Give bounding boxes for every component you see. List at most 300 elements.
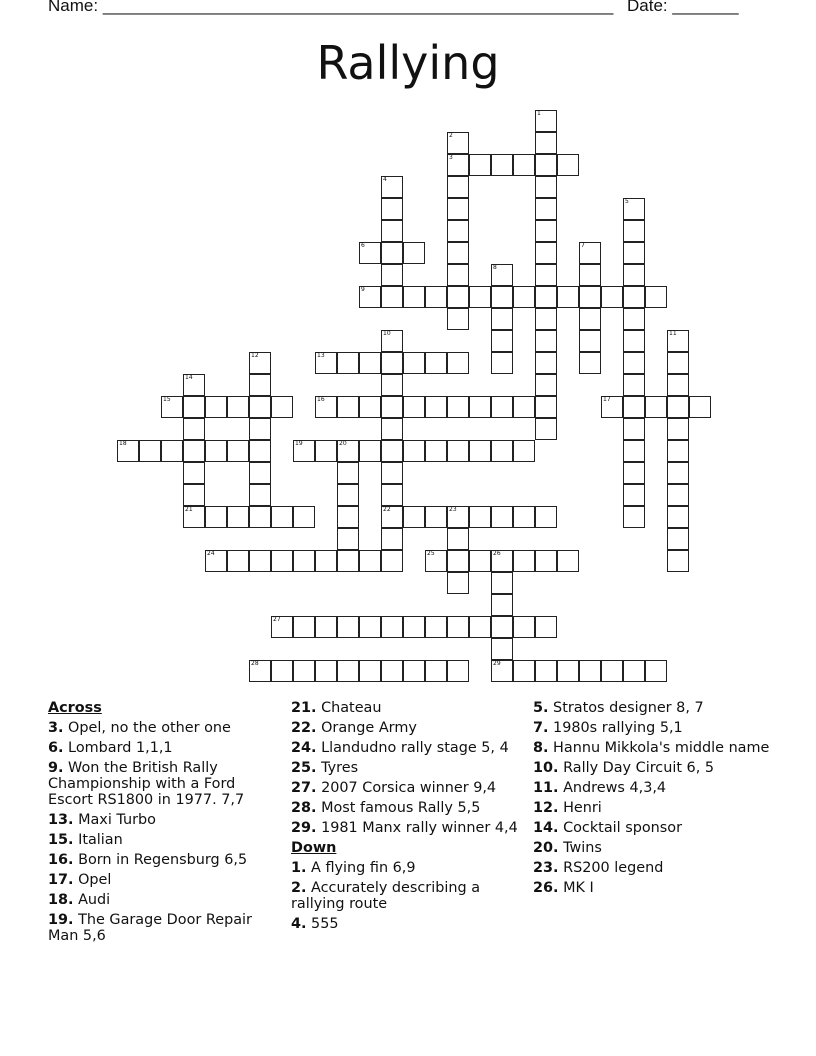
grid-cell[interactable] [315,660,337,682]
down-clue-list [291,860,523,932]
across-clue [291,820,523,836]
grid-cell[interactable] [535,220,557,242]
across-clue [48,740,276,756]
clue-text: Most famous Rally 5,5 [316,800,481,816]
grid-cell[interactable] [381,242,403,264]
grid-cell[interactable] [403,440,425,462]
clue-number: 1. [291,860,307,876]
grid-cell[interactable] [535,242,557,264]
cell-number: 26 [493,550,501,557]
clue-text: Chateau [316,700,382,716]
grid-cell[interactable] [579,352,601,374]
grid-cell[interactable] [491,308,513,330]
cell-number: 23 [449,506,457,513]
grid-cell[interactable] [535,396,557,418]
grid-cell[interactable] [425,440,447,462]
grid-cell[interactable] [293,506,315,528]
grid-cell[interactable] [161,440,183,462]
grid-cell[interactable] [205,506,227,528]
cell-number: 13 [317,352,325,359]
grid-cell[interactable] [315,616,337,638]
grid-cell[interactable] [469,506,491,528]
grid-cell[interactable] [513,154,535,176]
clue-text: MK I [558,880,594,896]
grid-cell[interactable] [535,506,557,528]
cell-number: 5 [625,198,629,205]
grid-cell[interactable] [271,616,293,638]
down-clue [533,880,773,896]
grid-cell[interactable] [249,506,271,528]
across-heading: Across [48,700,102,716]
clue-text: Tyres [316,760,359,776]
cell-number: 15 [163,396,171,403]
grid-cell[interactable] [249,484,271,506]
grid-cell[interactable] [271,660,293,682]
clue-text: Hannu Mikkola's middle name [548,740,770,756]
clue-number: 8. [533,740,549,756]
grid-cell[interactable] [315,550,337,572]
grid-cell[interactable] [271,506,293,528]
grid-cell[interactable] [579,286,601,308]
grid-cell[interactable] [601,396,623,418]
grid-cell[interactable] [491,396,513,418]
grid-cell[interactable] [337,352,359,374]
grid-cell[interactable] [513,286,535,308]
grid-cell[interactable] [447,308,469,330]
across-clue-list-continued [291,700,523,836]
grid-cell[interactable] [359,242,381,264]
grid-cell[interactable] [381,286,403,308]
grid-cell[interactable] [359,286,381,308]
grid-cell[interactable] [271,550,293,572]
grid-cell[interactable] [205,440,227,462]
grid-cell[interactable] [381,550,403,572]
grid-cell[interactable] [161,396,183,418]
grid-cell[interactable] [425,550,447,572]
grid-cell[interactable] [425,506,447,528]
grid-cell[interactable] [491,506,513,528]
cell-number: 1 [537,110,541,117]
grid-cell[interactable] [535,110,557,132]
grid-cell[interactable] [183,374,205,396]
grid-cell[interactable] [227,550,249,572]
grid-cell[interactable] [447,286,469,308]
across-clue-list [48,720,276,944]
grid-cell[interactable] [667,330,689,352]
clue-text: Won the British Rally Championship with a Ford Escort RS1800 in 1977. 7,7 [48,760,245,808]
grid-cell[interactable] [381,484,403,506]
grid-cell[interactable] [535,374,557,396]
grid-cell[interactable] [381,352,403,374]
grid-cell[interactable] [425,286,447,308]
clue-number: 14. [533,820,559,836]
grid-cell[interactable] [381,264,403,286]
grid-cell[interactable] [337,484,359,506]
grid-cell[interactable] [403,396,425,418]
grid-cell[interactable] [513,506,535,528]
grid-cell[interactable] [381,506,403,528]
grid-cell[interactable] [535,418,557,440]
grid-cell[interactable] [249,550,271,572]
down-clue [533,700,773,716]
clue-number: 13. [48,812,74,828]
grid-cell[interactable] [623,198,645,220]
grid-cell[interactable] [535,352,557,374]
clue-text: Andrews 4,3,4 [558,780,667,796]
grid-cell[interactable] [623,264,645,286]
grid-cell[interactable] [535,176,557,198]
grid-cell[interactable] [337,506,359,528]
clue-number: 2. [291,880,307,896]
grid-cell[interactable] [359,550,381,572]
grid-cell[interactable] [491,330,513,352]
down-clue [533,820,773,836]
grid-cell[interactable] [623,440,645,462]
grid-cell[interactable] [381,616,403,638]
grid-cell[interactable] [403,242,425,264]
clue-text: Cocktail sponsor [558,820,682,836]
date-label: Date: [627,0,668,15]
grid-cell[interactable] [381,462,403,484]
grid-cell[interactable] [447,264,469,286]
grid-cell[interactable] [381,528,403,550]
grid-cell[interactable] [359,352,381,374]
grid-cell[interactable] [601,660,623,682]
grid-cell[interactable] [381,374,403,396]
grid-cell[interactable] [491,660,513,682]
grid-cell[interactable] [623,396,645,418]
grid-cell[interactable] [491,616,513,638]
grid-cell[interactable] [447,220,469,242]
across-clue [48,720,276,736]
cell-number: 18 [119,440,127,447]
grid-cell[interactable] [623,220,645,242]
grid-cell[interactable] [403,286,425,308]
grid-cell[interactable] [469,440,491,462]
page-title: Rallying [316,36,500,90]
clue-number: 28. [291,800,317,816]
grid-cell[interactable] [535,264,557,286]
grid-cell[interactable] [447,198,469,220]
grid-cell[interactable] [623,660,645,682]
grid-cell[interactable] [381,220,403,242]
grid-cell[interactable] [381,330,403,352]
cell-number: 25 [427,550,435,557]
grid-cell[interactable] [293,616,315,638]
grid-cell[interactable] [623,352,645,374]
grid-cell[interactable] [447,528,469,550]
down-clue-list-continued [533,700,773,896]
grid-cell[interactable] [447,440,469,462]
grid-cell[interactable] [491,264,513,286]
grid-cell[interactable] [117,440,139,462]
grid-cell[interactable] [447,506,469,528]
grid-cell[interactable] [579,660,601,682]
grid-cell[interactable] [227,506,249,528]
grid-cell[interactable] [535,660,557,682]
clue-number: 22. [291,720,317,736]
cell-number: 24 [207,550,215,557]
grid-cell[interactable] [425,616,447,638]
grid-cell[interactable] [249,462,271,484]
clue-number: 20. [533,840,559,856]
down-clue [533,800,773,816]
clue-number: 6. [48,740,64,756]
grid-cell[interactable] [183,440,205,462]
grid-cell[interactable] [183,396,205,418]
grid-cell[interactable] [249,418,271,440]
clue-number: 9. [48,760,64,776]
grid-cell[interactable] [579,264,601,286]
clue-number: 4. [291,916,307,932]
grid-cell[interactable] [249,660,271,682]
grid-cell[interactable] [381,440,403,462]
clue-text: Accurately describing a rallying route [291,880,481,912]
grid-cell[interactable] [337,528,359,550]
grid-cell[interactable] [469,550,491,572]
grid-cell[interactable] [667,528,689,550]
grid-cell[interactable] [535,616,557,638]
grid-cell[interactable] [623,330,645,352]
grid-cell[interactable] [535,154,557,176]
grid-cell[interactable] [447,154,469,176]
grid-cell[interactable] [337,660,359,682]
clues-column-1 [48,700,276,948]
clue-number: 21. [291,700,317,716]
grid-cell[interactable] [645,396,667,418]
grid-cell[interactable] [381,660,403,682]
grid-cell[interactable] [491,154,513,176]
grid-cell[interactable] [403,616,425,638]
cell-number: 20 [339,440,347,447]
grid-cell[interactable] [667,506,689,528]
grid-cell[interactable] [513,396,535,418]
grid-cell[interactable] [381,198,403,220]
cell-number: 10 [383,330,391,337]
grid-cell[interactable] [469,616,491,638]
across-clue [291,700,523,716]
grid-cell[interactable] [667,352,689,374]
grid-cell[interactable] [249,374,271,396]
grid-cell[interactable] [139,440,161,462]
grid-cell[interactable] [491,352,513,374]
grid-cell[interactable] [337,440,359,462]
grid-cell[interactable] [359,440,381,462]
clue-number: 24. [291,740,317,756]
grid-cell[interactable] [667,550,689,572]
grid-cell[interactable] [381,396,403,418]
grid-cell[interactable] [491,572,513,594]
grid-cell[interactable] [667,396,689,418]
clue-text: 1981 Manx rally winner 4,4 [316,820,518,836]
grid-cell[interactable] [667,462,689,484]
clue-text: A flying fin 6,9 [306,860,416,876]
grid-cell[interactable] [359,660,381,682]
grid-cell[interactable] [623,374,645,396]
grid-cell[interactable] [491,594,513,616]
cell-number: 21 [185,506,193,513]
clue-number: 16. [48,852,74,868]
down-clue [533,840,773,856]
grid-cell[interactable] [623,418,645,440]
grid-cell[interactable] [403,660,425,682]
clue-text: Maxi Turbo [73,812,156,828]
clue-text: The Garage Door Repair Man 5,6 [48,912,252,944]
grid-cell[interactable] [557,286,579,308]
grid-cell[interactable] [447,242,469,264]
grid-cell[interactable] [623,484,645,506]
grid-cell[interactable] [337,616,359,638]
grid-cell[interactable] [337,550,359,572]
grid-cell[interactable] [623,242,645,264]
grid-cell[interactable] [425,660,447,682]
down-clue [291,880,523,912]
grid-cell[interactable] [645,660,667,682]
grid-cell[interactable] [513,660,535,682]
grid-cell[interactable] [513,550,535,572]
grid-cell[interactable] [491,440,513,462]
clue-text: Opel, no the other one [63,720,231,736]
clue-text: 1980s rallying 5,1 [548,720,683,736]
grid-cell[interactable] [293,550,315,572]
grid-cell[interactable] [425,352,447,374]
clue-text: Twins [558,840,602,856]
grid-cell[interactable] [557,550,579,572]
grid-cell[interactable] [447,616,469,638]
grid-cell[interactable] [447,352,469,374]
grid-cell[interactable] [337,462,359,484]
grid-cell[interactable] [315,440,337,462]
grid-cell[interactable] [183,462,205,484]
grid-cell[interactable] [403,506,425,528]
grid-cell[interactable] [447,660,469,682]
grid-cell[interactable] [425,396,447,418]
grid-cell[interactable] [293,440,315,462]
clue-number: 23. [533,860,559,876]
grid-cell[interactable] [579,330,601,352]
grid-cell[interactable] [447,176,469,198]
grid-cell[interactable] [249,440,271,462]
grid-cell[interactable] [535,550,557,572]
across-clue [48,760,276,808]
grid-cell[interactable] [249,352,271,374]
grid-cell[interactable] [535,308,557,330]
grid-cell[interactable] [337,396,359,418]
grid-cell[interactable] [205,550,227,572]
grid-cell[interactable] [491,638,513,660]
grid-cell[interactable] [359,616,381,638]
grid-cell[interactable] [249,396,271,418]
grid-cell[interactable] [491,286,513,308]
clue-text: 2007 Corsica winner 9,4 [316,780,497,796]
cell-number: 11 [669,330,677,337]
grid-cell[interactable] [469,396,491,418]
grid-cell[interactable] [667,418,689,440]
clue-number: 25. [291,760,317,776]
across-clue [48,872,276,888]
grid-cell[interactable] [447,132,469,154]
grid-cell[interactable] [667,440,689,462]
clue-number: 27. [291,780,317,796]
grid-cell[interactable] [183,506,205,528]
grid-cell[interactable] [535,330,557,352]
grid-cell[interactable] [491,550,513,572]
grid-cell[interactable] [447,572,469,594]
cell-number: 9 [361,286,365,293]
grid-cell[interactable] [359,396,381,418]
grid-cell[interactable] [667,484,689,506]
grid-cell[interactable] [535,132,557,154]
grid-cell[interactable] [513,440,535,462]
clue-text: Rally Day Circuit 6, 5 [558,760,715,776]
grid-cell[interactable] [601,286,623,308]
grid-cell[interactable] [623,308,645,330]
grid-cell[interactable] [183,418,205,440]
down-clue [533,780,773,796]
grid-cell[interactable] [447,396,469,418]
grid-cell[interactable] [403,352,425,374]
down-clue [533,740,773,756]
grid-cell[interactable] [535,198,557,220]
grid-cell[interactable] [469,286,491,308]
grid-cell[interactable] [381,176,403,198]
clue-text: Audi [73,892,111,908]
grid-cell[interactable] [293,660,315,682]
grid-cell[interactable] [513,616,535,638]
grid-cell[interactable] [623,506,645,528]
clue-text: Orange Army [316,720,417,736]
grid-cell[interactable] [623,462,645,484]
grid-cell[interactable] [579,242,601,264]
grid-cell[interactable] [271,396,293,418]
across-clue [291,780,523,796]
grid-cell[interactable] [535,286,557,308]
grid-cell[interactable] [557,154,579,176]
grid-cell[interactable] [689,396,711,418]
cell-number: 8 [493,264,497,271]
grid-cell[interactable] [623,286,645,308]
grid-cell[interactable] [227,440,249,462]
cell-number: 12 [251,352,259,359]
grid-cell[interactable] [645,286,667,308]
grid-cell[interactable] [469,154,491,176]
across-clue [291,760,523,776]
cell-number: 22 [383,506,391,513]
grid-cell[interactable] [579,308,601,330]
grid-cell[interactable] [381,418,403,440]
grid-cell[interactable] [183,484,205,506]
grid-cell[interactable] [315,352,337,374]
grid-cell[interactable] [447,550,469,572]
across-clue [48,852,276,868]
across-clue [48,892,276,908]
clue-text: Born in Regensburg 6,5 [73,852,248,868]
down-clue [291,916,523,932]
cell-number: 7 [581,242,585,249]
grid-cell[interactable] [315,396,337,418]
grid-cell[interactable] [205,396,227,418]
clue-number: 18. [48,892,74,908]
grid-cell[interactable] [227,396,249,418]
down-heading: Down [291,840,337,856]
clue-number: 11. [533,780,559,796]
grid-cell[interactable] [557,660,579,682]
clue-number: 29. [291,820,317,836]
clue-number: 15. [48,832,74,848]
grid-cell[interactable] [667,374,689,396]
clue-text: Opel [73,872,112,888]
clue-number: 26. [533,880,559,896]
